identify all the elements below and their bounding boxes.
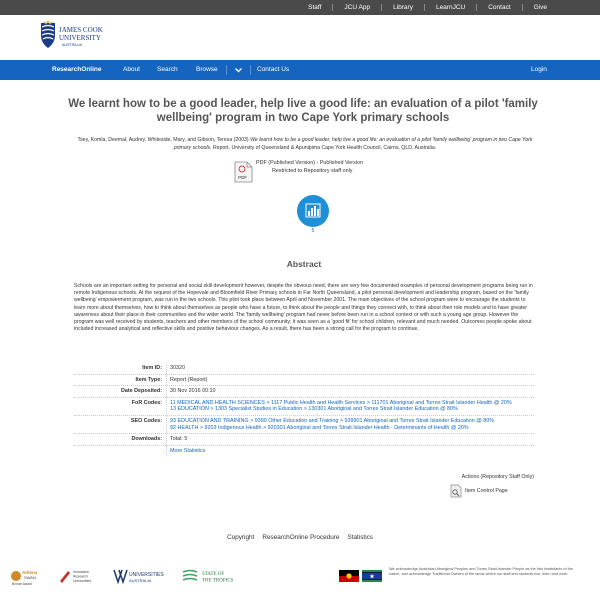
ua-line1: UNIVERSITIES	[129, 572, 164, 578]
pdf-icon-label: PDF	[238, 175, 247, 180]
pdf-file-icon[interactable]	[234, 161, 253, 183]
athena-line1: Athena	[22, 570, 38, 575]
citation-authors: Tsey, Komla, Deemal, Audrey, Whiteside, Mary, and Gibson, Teresa (2003)	[77, 137, 251, 143]
acknowledgement-of-country: We acknowledge Australian Aboriginal Peoples and Torres Strait Islander People as the first inhabitants of the nation, and acknowledge Traditional Owners of the lands where our staff and students live, learn and work.	[389, 567, 573, 576]
metadata-table	[74, 363, 534, 456]
top-link-contact[interactable]: Contact	[488, 4, 511, 11]
more-statistics-link[interactable]: More Statistics	[170, 447, 206, 454]
for-code-link[interactable]: 11 MEDICAL AND HEALTH SCIENCES > 1117 Public Health and Health Services > 111701 Aboriginal and Torres Strait Islander Health @ 20%	[170, 399, 512, 406]
logo-line3: AUSTRALIA	[62, 43, 82, 47]
actions-label: Actions (Repository Staff Only)	[461, 474, 534, 480]
torres-strait-flag-icon	[362, 570, 382, 582]
seo-code-link[interactable]: 93 EDUCATION AND TRAINING > 9399 Other Education and Training > 939901 Aboriginal and Torres Strait Islander Education @ 80%	[170, 417, 494, 424]
irua-line3: Universities	[73, 579, 92, 583]
athena-line2: SWAN	[24, 575, 36, 580]
for-codes-label: FoR Codes:	[131, 399, 162, 406]
footer-logos	[0, 560, 600, 600]
irua-logo	[59, 567, 101, 587]
footer-copyright[interactable]: Copyright	[226, 534, 255, 541]
citation-title: We learnt how to be a good leader, help live a good life: an evaluation of a pilot 'family wellbeing' program in two Cape York primary schools.	[173, 137, 533, 151]
pdf-restriction: Restricted to Repository staff only	[272, 167, 353, 174]
abstract-text: Schools are an important setting for personal and social skill development however, despite the obvious need, there are very few documented examples of personal development programs being run in remote Indigenous schools. At the request of the Hopevale and Bloomfield River Primary schools in Far North Queensland, a pilot personal development and leadership program, based on the 'family wellbeing' empowerment program, was run in the two schools. This pilot took place between April and November 2001. The main objectives of the school program were to encourage the students to learn more about themselves, how to think about themselves as people who have a future, to think about the people and things they connect with, to think about their role models and to have greater awareness about their place in their communities and the wider world. The 'family wellbeing' program had never before been run in a school context or with such a young age group. However the program was well received by students, teachers and other members of the school community; it was seen as a 'good fit' for school children, relevant and much needed. Outcomes people spoke about included increased analytical and reflective skills and positive behaviour changes. As a result, there has been a strong call for the program to continue.	[74, 283, 533, 333]
empty-label	[74, 446, 166, 457]
table-row	[74, 445, 534, 457]
top-link-give[interactable]: Give	[533, 4, 547, 11]
downloads-value: Total: 5	[166, 434, 534, 445]
more-statistics-cell	[166, 446, 534, 457]
jcu-logo[interactable]	[39, 21, 114, 51]
bar-chart-icon	[297, 195, 329, 227]
top-utility-bar	[0, 0, 600, 15]
main-nav	[0, 60, 600, 80]
table-row	[74, 397, 534, 415]
athena-line3: Bronze Award	[12, 582, 32, 586]
statistics-count: 5	[311, 228, 315, 234]
top-link-library[interactable]: Library	[393, 4, 413, 11]
nav-separator	[226, 65, 227, 75]
seo-code-link[interactable]: 92 HEALTH > 9203 Indigenous Health > 920301 Aboriginal and Torres Strait Islander Health - Determinants of Health @ 20%	[170, 424, 469, 431]
footer-procedure[interactable]: ResearchOnline Procedure	[262, 534, 340, 541]
chevron-down-icon[interactable]	[234, 66, 243, 74]
athena-swan-logo	[10, 567, 46, 587]
item-id-value: 30320	[166, 363, 534, 374]
statistics-button[interactable]	[297, 195, 329, 227]
for-codes-value	[166, 398, 534, 415]
nav-researchonline[interactable]: ResearchOnline	[52, 66, 102, 73]
citation	[70, 137, 540, 152]
top-link-staff[interactable]: Staff	[308, 4, 322, 11]
table-row	[74, 363, 534, 374]
nav-contact-us[interactable]: Contact Us	[257, 66, 290, 73]
seo-codes-label: SEO Codes:	[130, 417, 162, 424]
logo-line2: UNIVERSITY	[59, 34, 101, 42]
nav-login[interactable]: Login	[531, 66, 547, 73]
nav-about[interactable]: About	[123, 66, 140, 73]
top-links	[297, 0, 558, 15]
aboriginal-flag-icon	[339, 570, 359, 582]
state-of-the-tropics-logo	[181, 568, 247, 586]
table-row	[74, 415, 534, 433]
footer-links	[0, 534, 600, 541]
nav-browse[interactable]: Browse	[196, 66, 218, 73]
top-link-jcu-app[interactable]: JCU App	[344, 4, 371, 11]
item-id-label: Item ID:	[142, 365, 162, 371]
ua-line2: AUSTRALIA	[129, 578, 152, 583]
universities-australia-logo	[113, 568, 171, 586]
seo-codes-value	[166, 416, 534, 433]
sot-line1: STATE OF	[202, 572, 225, 577]
irua-line1: Innovative	[73, 570, 89, 574]
item-type-label: Item Type:	[135, 376, 162, 383]
item-control-page-link[interactable]: Item Control Page	[465, 488, 508, 494]
nav-separator	[250, 65, 251, 75]
date-deposited-value: 30 Nov 2016 00:10	[166, 386, 534, 397]
page-title: We learnt how to be a good leader, help live a good life: an evaluation of a pilot 'family wellbeing' program in two Cape York primary schools	[68, 98, 538, 124]
irua-line2: Research	[73, 574, 88, 579]
pdf-version-link[interactable]: PDF (Published Version) - Published Version	[256, 160, 363, 166]
nav-search[interactable]: Search	[157, 66, 178, 73]
citation-publisher: Report. University of Queensland & Apunipima Cape York Health Council, Cairns, QLD, Australia.	[211, 144, 437, 151]
date-deposited-label: Date Deposited:	[120, 388, 162, 395]
item-type-value: Report (Report)	[166, 375, 534, 386]
footer-statistics[interactable]: Statistics	[347, 534, 374, 541]
pdf-info	[256, 160, 406, 175]
table-row	[74, 374, 534, 386]
top-link-learnjcu[interactable]: LearnJCU	[435, 4, 466, 11]
abstract-heading: Abstract	[286, 259, 322, 269]
logo-line1: JAMES COOK	[59, 26, 103, 34]
table-row	[74, 433, 534, 445]
item-control-icon[interactable]	[450, 484, 462, 498]
table-row	[74, 385, 534, 397]
crest-icon	[41, 21, 55, 48]
for-code-link[interactable]: 13 EDUCATION > 1303 Specialist Studies in Education > 130301 Aboriginal and Torres Strait Islander Education @ 80%	[170, 406, 458, 413]
sot-line2: THE TROPICS	[202, 578, 234, 584]
downloads-label: Downloads:	[131, 436, 162, 443]
